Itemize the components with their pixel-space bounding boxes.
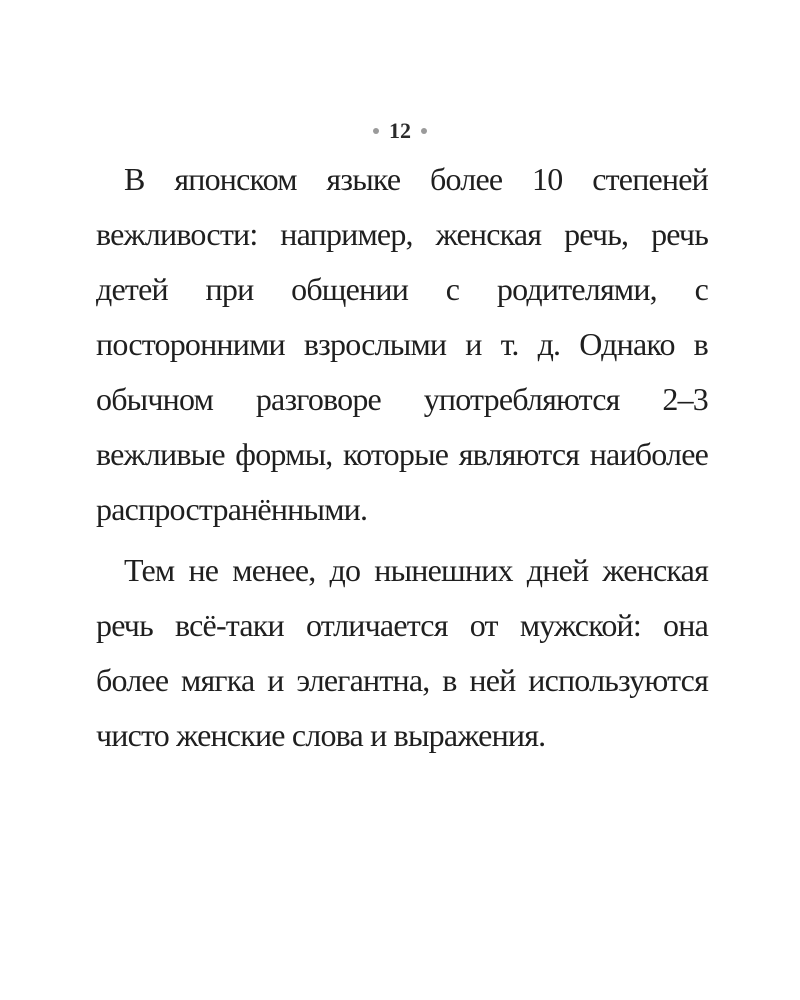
page-number: 12 xyxy=(389,118,411,143)
body-text xyxy=(96,152,708,763)
bullet-dot-icon xyxy=(421,128,427,134)
bullet-dot-icon xyxy=(373,128,379,134)
paragraph-2: Тем не менее, до нынешних дней женская речь всё-таки отличается от мужской: она более мягка и элегантна, в ней используются чисто женские слова и выражения. xyxy=(96,552,708,753)
page-number-header xyxy=(0,117,800,145)
paragraph-1: В японском языке более 10 степеней вежливости: например, женская речь, речь детей при общении с родителями, с посторонними взрослыми и т. д. Однако в обычном разговоре употребляются 2–3 вежливые формы, которые являются наиболее распространёнными. xyxy=(96,161,708,527)
